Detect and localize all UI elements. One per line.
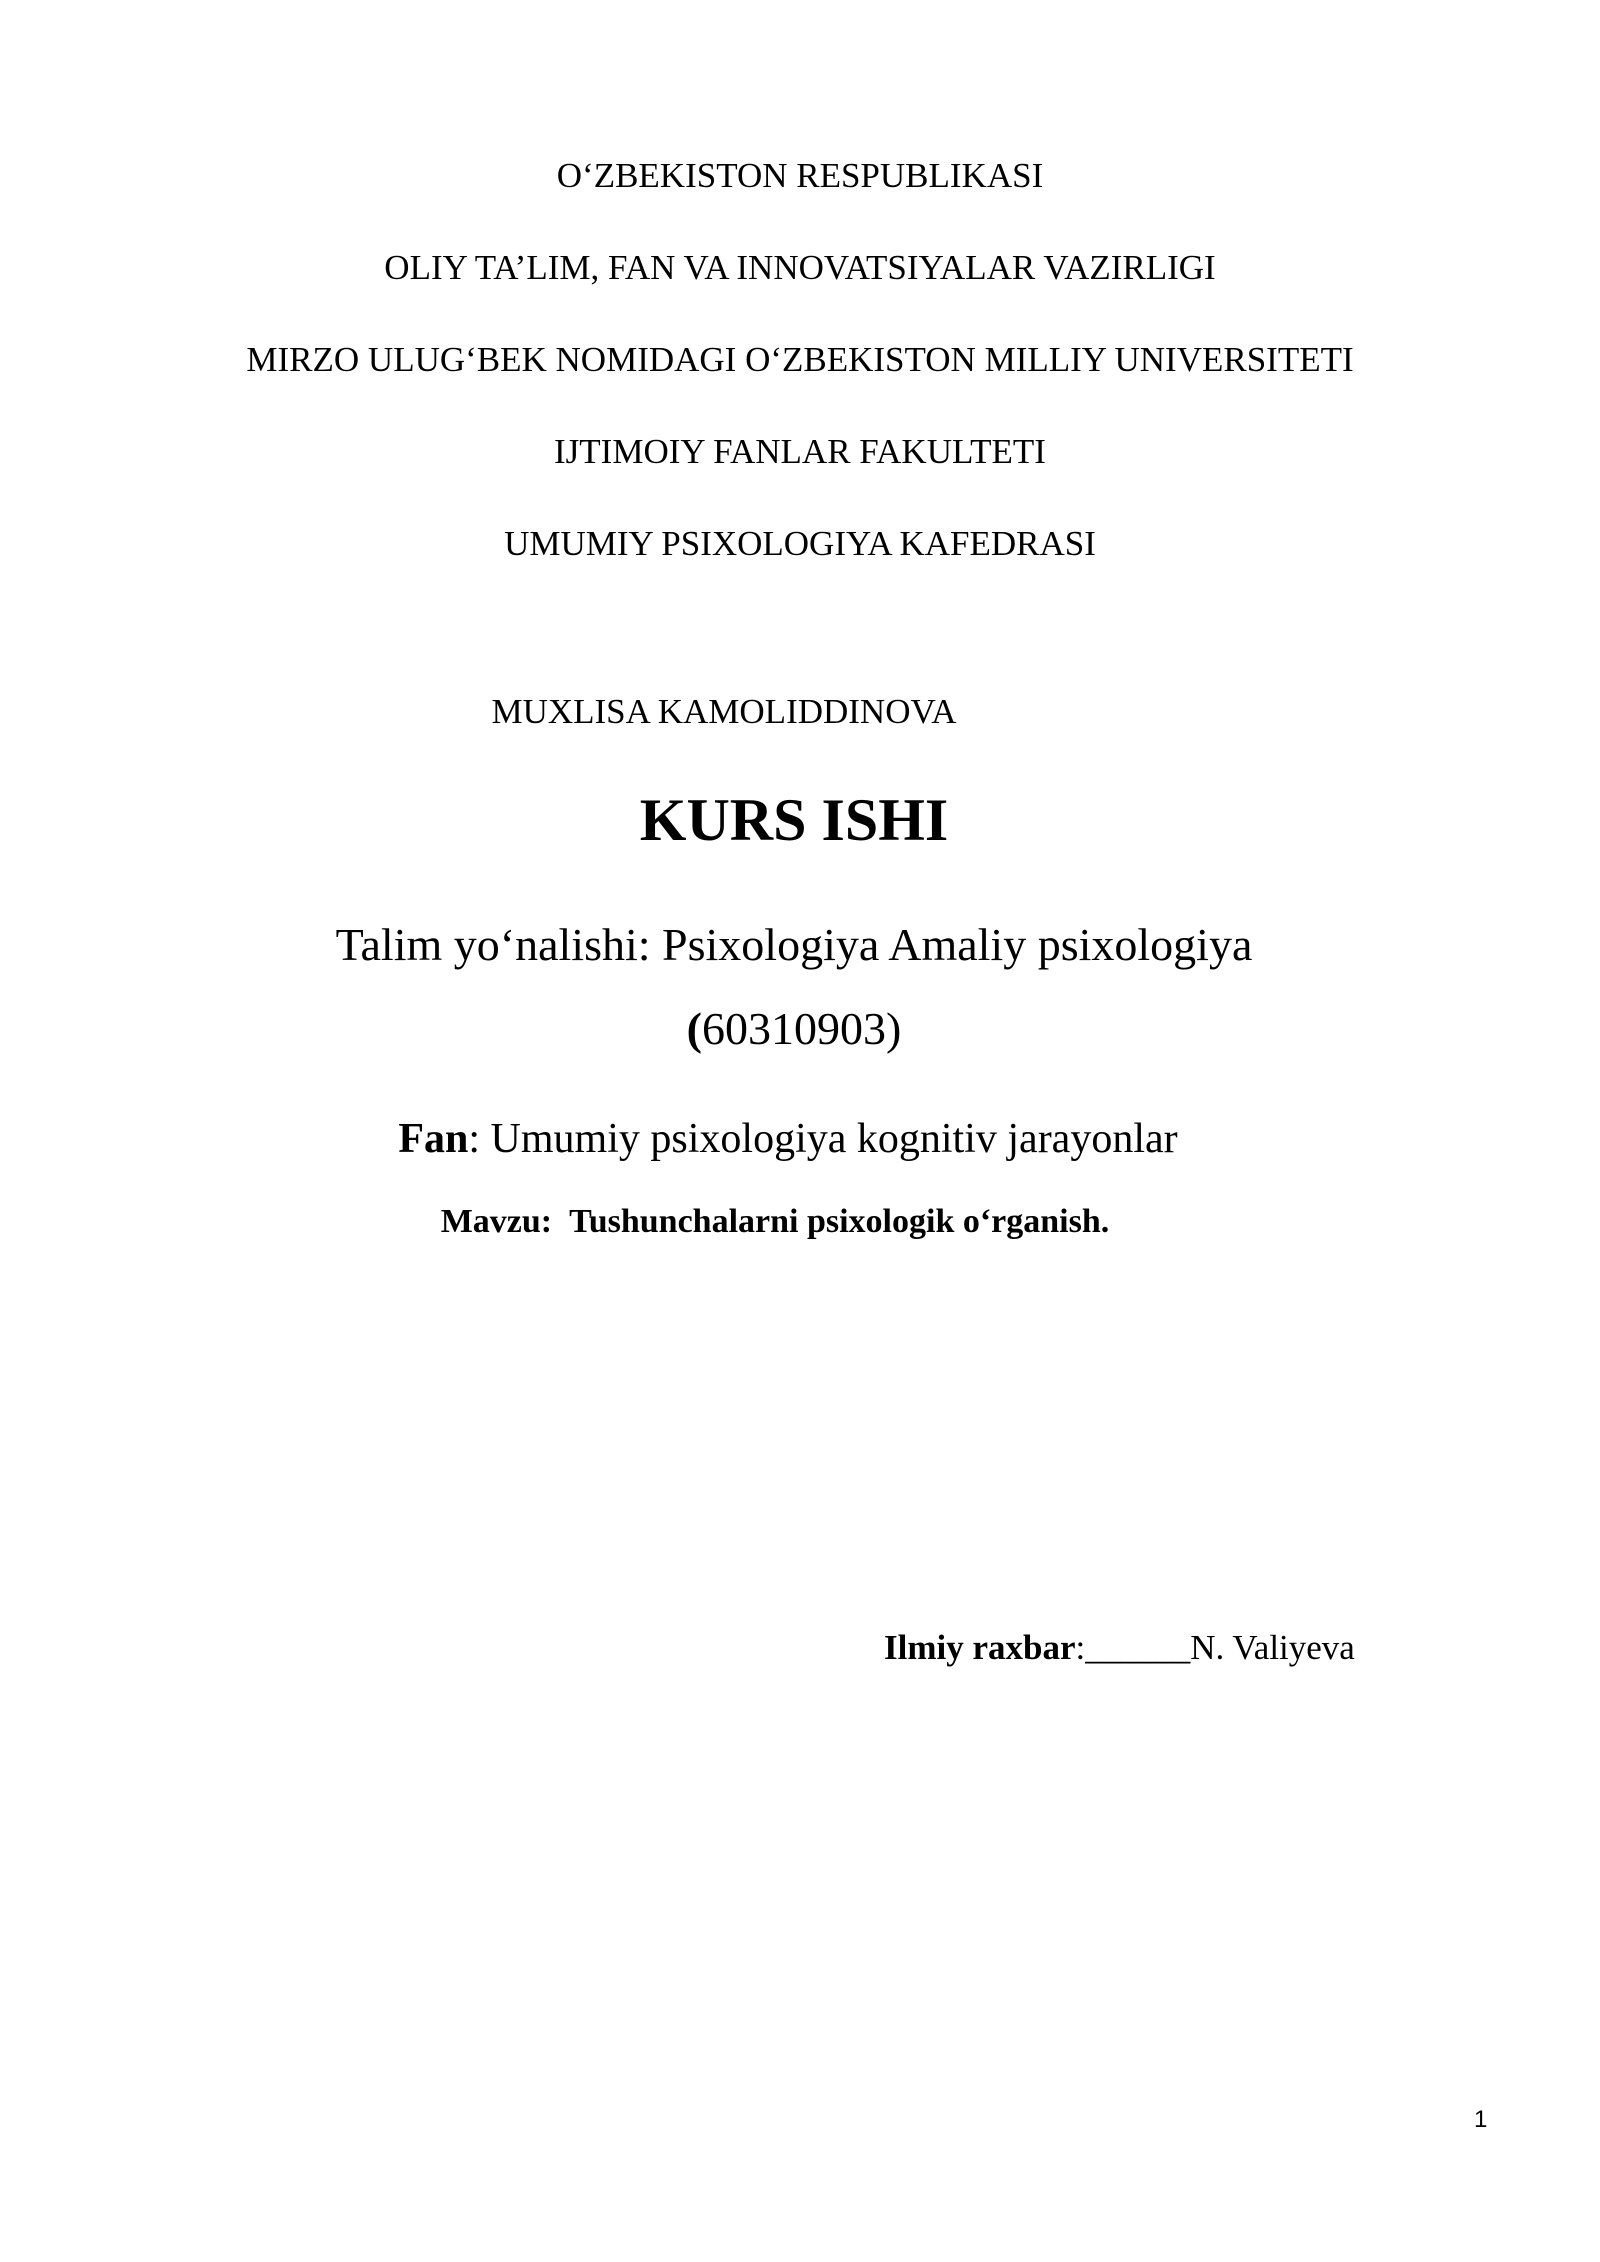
subject-value: : Umumiy psixologiya kognitiv jarayonlar — [468, 1116, 1178, 1162]
university-heading: MIRZO ULUG‘BEK NOMIDAGI O‘ZBEKISTON MILLIY UNIVERSITETI — [246, 340, 1354, 379]
author-name: MUXLISA KAMOLIDDINOVA — [491, 692, 957, 731]
supervisor-label: Ilmiy raxbar — [884, 1628, 1076, 1667]
supervisor-value: :______N. Valiyeva — [1075, 1628, 1355, 1667]
topic-value: Tushunchalarni psixologik o‘rganish. — [569, 1203, 1110, 1240]
document-title: KURS ISHI — [639, 787, 949, 853]
faculty-heading: IJTIMOIY FANLAR FAKULTETI — [554, 432, 1046, 471]
republic-heading: O‘ZBEKISTON RESPUBLIKASI — [556, 156, 1044, 195]
topic-label: Mavzu: — [440, 1203, 553, 1240]
direction-code — [0, 1003, 1594, 1054]
page-number: 1 — [1474, 2106, 1488, 2133]
supervisor-line — [884, 1630, 1355, 1665]
ministry-heading: OLIY TA’LIM, FAN VA INNOVATSIYALAR VAZIRLIGI — [384, 248, 1216, 287]
subject-line — [0, 1118, 1588, 1160]
direction-code-value: 60310903) — [702, 1003, 902, 1054]
subject-label: Fan — [398, 1116, 469, 1162]
department-heading: UMUMIY PSIXOLOGIYA KAFEDRASI — [504, 524, 1096, 563]
topic-line — [0, 1205, 1575, 1239]
direction-code-open: ( — [686, 1003, 702, 1054]
study-direction: Talim yo‘nalishi: Psixologiya Amaliy psixologiya — [335, 919, 1253, 970]
